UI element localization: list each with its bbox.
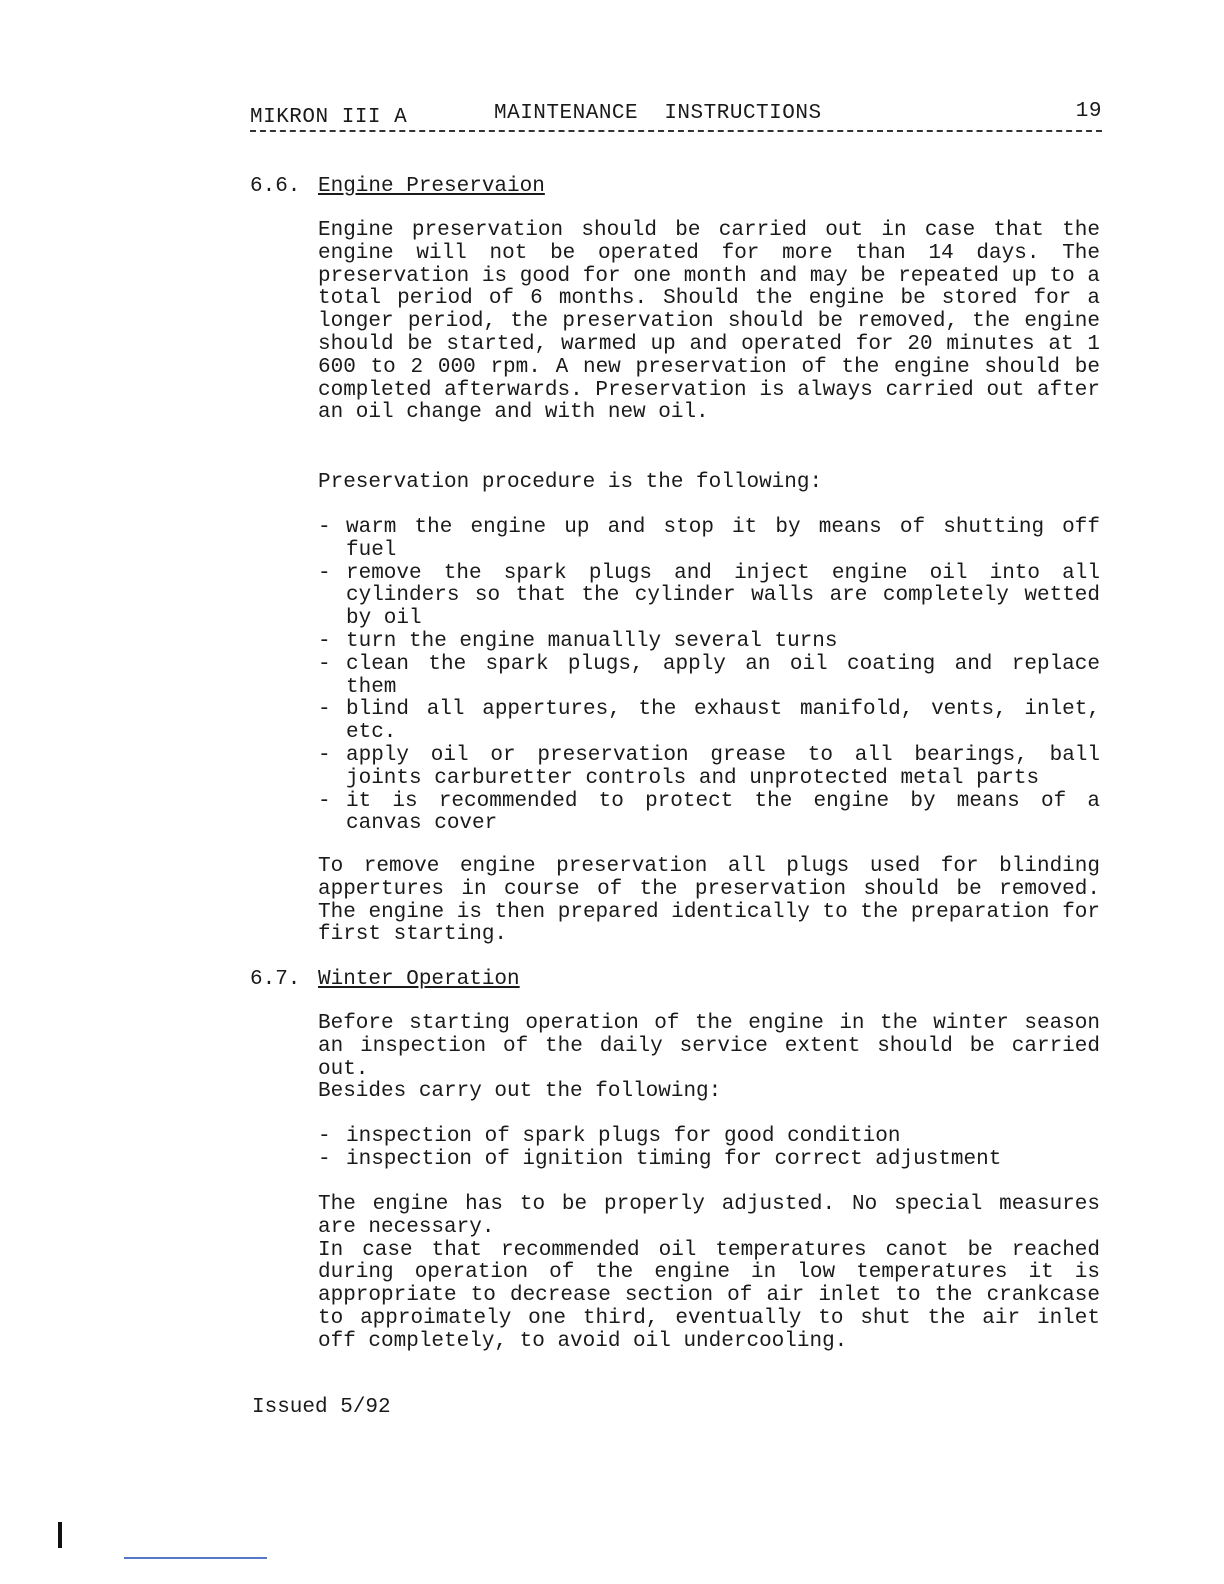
page-header [250,100,1102,129]
winter-steps [318,1126,1100,1172]
paragraph: Preservation procedure is the following: [318,471,823,494]
paragraph: The engine has to be properly adjusted. No special measures are necessary. [318,1193,1100,1239]
scan-margin-mark [58,1522,62,1548]
preservation-intro [318,220,1100,425]
document-title: MAINTENANCE INSTRUCTIONS [494,102,822,125]
section-heading-winter-operation [250,968,520,991]
section-title: Engine Preservaion [318,175,545,198]
paragraph: Engine preservation should be carried out in case that the engine will not be operated for more than 14 days. The preservation is good for one month and may be repeated up to a total period of 6 months. Should the engine be stored for a longer period, the preservation should be removed, the engine should be started, warmed up and operated for 20 minutes at 1 600 to 2 000 rpm. A new preservation of the engine should be completed afterwards. Preservation is always carried out after an oil change and with new oil. [318,219,1100,425]
list-item: - it is recommended to protect the engine by means of a canvas cover [318,791,1100,837]
preservation-steps [318,517,1100,836]
section-number: 6.6. [250,175,301,198]
step-list [318,517,1100,836]
list-item: - warm the engine up and stop it by means of shutting off fuel [318,517,1100,563]
document-id: MIKRON III A [250,106,408,129]
list-item: - turn the engine manuallly several turns [318,631,1100,654]
scan-margin-line [124,1557,267,1559]
preservation-procedure-label [318,472,1100,495]
winter-intro [318,1013,1100,1104]
list-item: - apply oil or preservation grease to all bearings, ball joints carburetter controls and unprotected metal parts [318,745,1100,791]
list-item: - inspection of spark plugs for good condition [318,1126,1100,1149]
header-rule [250,130,1102,132]
paragraph: In case that recommended oil temperatures canot be reached during operation of the engine in low temperatures it is appropriate to decrease section of air inlet to the crankcase to approimately one third, eventually to shut the air inlet off completely, to avoid oil undercooling. [318,1238,1100,1353]
paragraph: Before starting operation of the engine in the winter season an inspection of the daily service extent should be carried out. [318,1012,1100,1081]
preservation-removal [318,856,1100,947]
winter-notes [318,1194,1100,1354]
list-item: - remove the spark plugs and inject engine oil into all cylinders so that the cylinder walls are completely wetted by oil [318,563,1100,631]
section-number: 6.7. [250,968,301,991]
section-heading-engine-preservation [250,175,545,198]
section-title: Winter Operation [318,968,520,991]
step-list [318,1126,1100,1172]
page-number: 19 [1075,100,1102,123]
issue-date: Issued 5/92 [252,1396,391,1419]
list-item: - blind all appertures, the exhaust manifold, vents, inlet, etc. [318,699,1100,745]
paragraph: To remove engine preservation all plugs used for blinding appertures in course of the preservation should be removed. The engine is then prepared identically to the preparation for first starting. [318,855,1100,947]
paragraph: Besides carry out the following: [318,1080,722,1104]
list-item: - inspection of ignition timing for correct adjustment [318,1149,1100,1172]
list-item: - clean the spark plugs, apply an oil coating and replace them [318,654,1100,700]
